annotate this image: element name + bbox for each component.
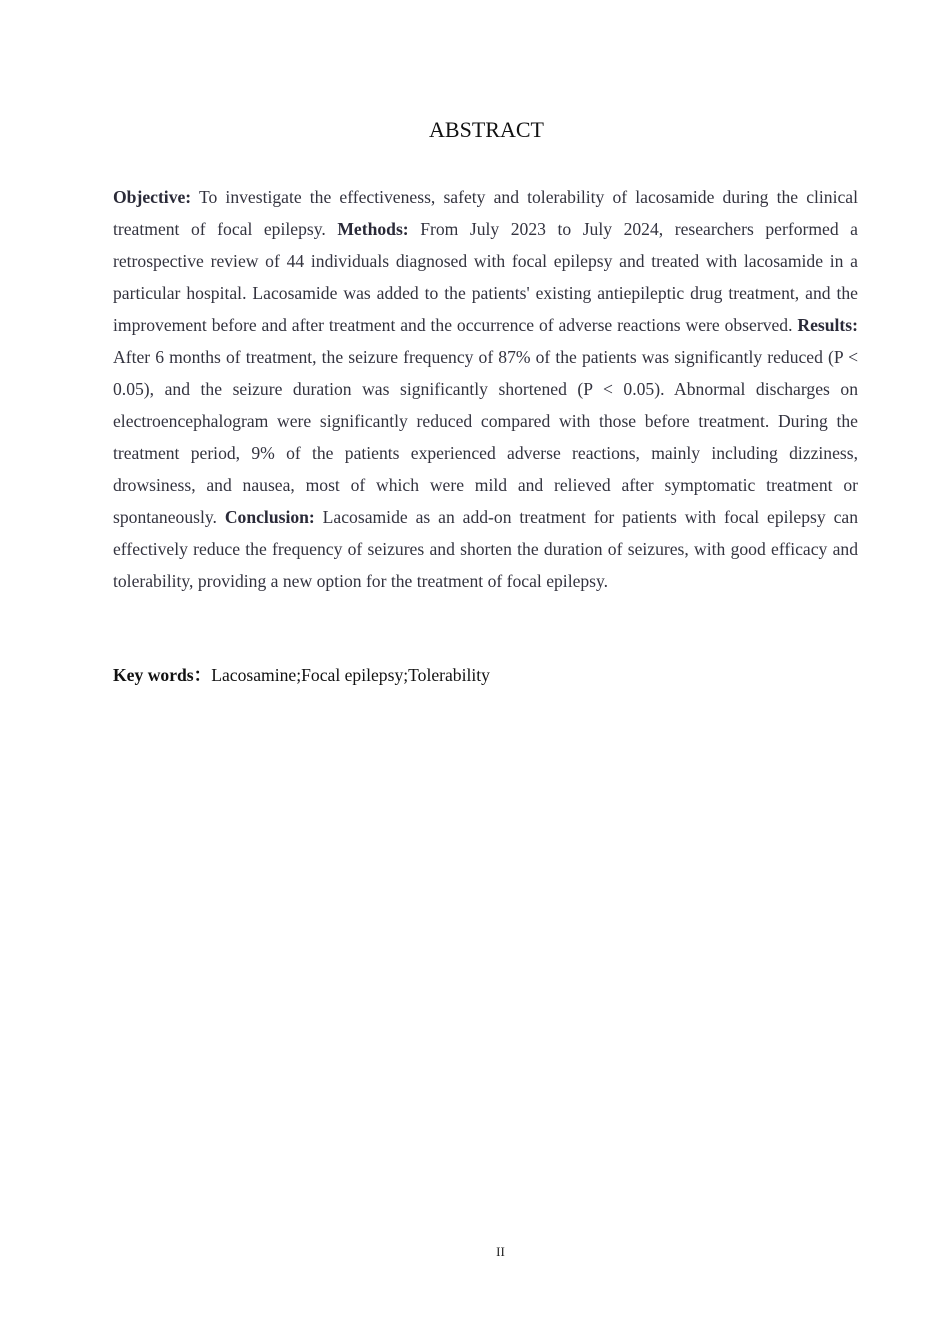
conclusion-text: Lacosamide as an add-on treatment for patients with focal epilepsy can effectively reduce the frequency of seizures and shorten the duration of seizures, with good efficacy and tolerability, providing a new option for the treatment of focal epilepsy. bbox=[113, 507, 858, 591]
page-number: II bbox=[496, 1244, 505, 1259]
page-title: ABSTRACT bbox=[429, 117, 544, 142]
results-text: After 6 months of treatment, the seizure frequency of 87% of the patients was significantly reduced (P < 0.05), and the seizure duration was significantly shortened (P < 0.05). Abnormal discharges on electroencephalogram were significantly reduced compared with those before treatment. During the treatment period, 9% of the patients experienced adverse reactions, mainly including dizziness, drowsiness, and nausea, most of which were mild and relieved after symptomatic treatment or spontaneously. bbox=[113, 347, 858, 527]
objective-label: Objective: bbox=[113, 187, 192, 207]
results-label: Results: bbox=[797, 315, 858, 335]
conclusion-label: Conclusion: bbox=[224, 507, 315, 527]
keywords-text: Lacosamine;Focal epilepsy;Tolerability bbox=[211, 665, 490, 685]
objective-text: To investigate the effectiveness, safety and tolerability of lacosamide during the clinical treatment of focal epilepsy. bbox=[113, 187, 858, 239]
keywords bbox=[113, 660, 490, 690]
methods-text: From July 2023 to July 2024, researchers performed a retrospective review of 44 individuals diagnosed with focal epilepsy and treated with lacosamide in a particular hospital. Lacosamide was added to the patients' existing antiepileptic drug treatment, and the improvement before and after treatment and the occurrence of adverse reactions were observed. bbox=[113, 219, 858, 335]
abstract-paragraph bbox=[113, 181, 858, 597]
keywords-label: Key words： bbox=[113, 665, 212, 685]
methods-label: Methods: bbox=[337, 219, 409, 239]
